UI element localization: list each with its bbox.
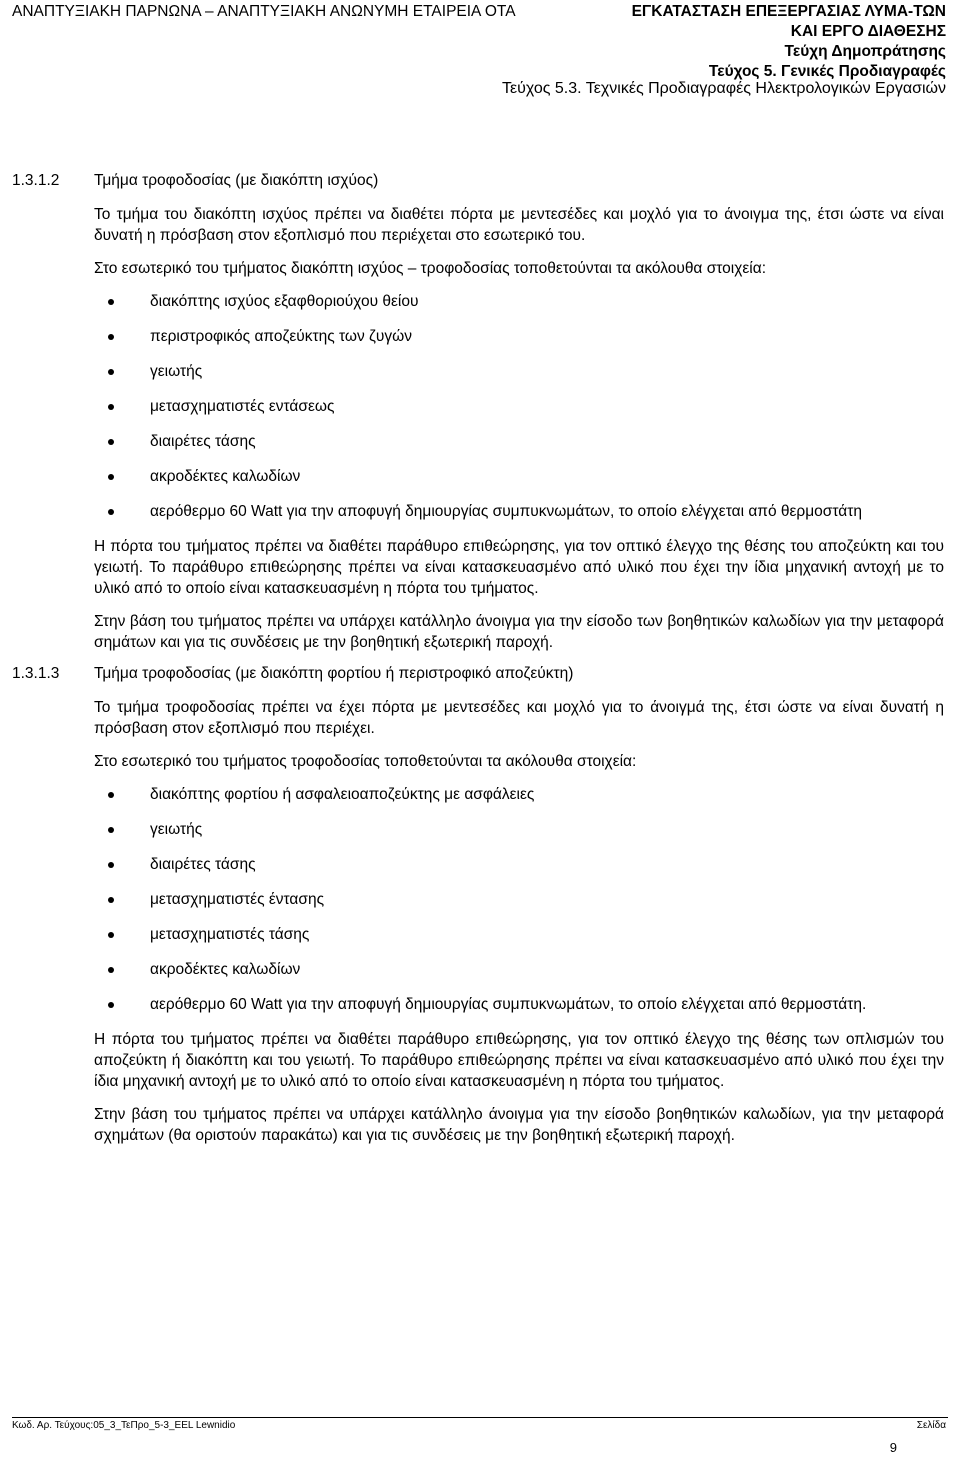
bullet-icon (108, 369, 114, 375)
document-subtitle: Τεύχος 5.3. Τεχνικές Προδιαγραφές Ηλεκτρολογικών Εργασιών (501, 80, 946, 97)
bullet-icon (108, 509, 114, 515)
section-heading (0, 665, 960, 689)
bullet-icon (108, 474, 114, 480)
list-item (0, 291, 945, 312)
list-item-text: γειωτής (150, 363, 203, 380)
bullet-icon (108, 827, 114, 833)
list-item-text: αερόθερμο 60 Watt για την αποφυγή δημιουργίας συμπυκνωμάτων, το οποίο ελέγχεται από θερμοστάτη. (150, 996, 867, 1013)
header-project (616, 2, 946, 82)
list-item (0, 431, 945, 452)
list-item (0, 889, 945, 910)
section-title: Τμήμα τροφοδοσίας (με διακόπτη ισχύος) (94, 172, 379, 189)
bullet-icon (108, 932, 114, 938)
bullet-icon (108, 967, 114, 973)
list-item (0, 819, 945, 840)
list-item (0, 959, 945, 980)
header-volume: Τεύχος 5. Γενικές Προδιαγραφές (708, 63, 946, 80)
section-number: 1.3.1.3 (12, 665, 60, 682)
header-volume-set: Τεύχη Δημοπράτησης (784, 43, 946, 60)
list-item (0, 396, 945, 417)
document-body (0, 172, 960, 1158)
bullet-icon (108, 897, 114, 903)
list-item (0, 361, 945, 382)
bullet-icon (108, 1002, 114, 1008)
list-item-text: αερόθερμο 60 Watt για την αποφυγή δημιουργίας συμπυκνωμάτων, το οποίο ελέγχεται από θερμοστάτη (150, 503, 862, 520)
list-item-text: διακόπτης φορτίου ή ασφαλειοαποζεύκτης με ασφάλειες (150, 786, 535, 803)
list-item-text: διαιρέτες τάσης (150, 433, 256, 450)
list-item-text: μετασχηματιστές τάσης (150, 926, 310, 943)
paragraph: Η πόρτα του τμήματος πρέπει να διαθέτει παράθυρο επιθεώρησης, για τον οπτικό έλεγχο της θέσης του αποζεύκτη και του γειωτή. Το παράθυρο επιθεώρησης πρέπει να είναι κατασκευασμένο από υλικό που έχει την ίδια μηχανική αντοχή με το υλικό από το οποίο είναι κατασκευασμένη η πόρτα του τμήματος. (94, 538, 944, 597)
list-item (0, 994, 945, 1015)
paragraph: Στο εσωτερικό του τμήματος διακόπτη ισχύος – τροφοδοσίας τοποθετούνται τα ακόλουθα στοιχεία: (94, 260, 766, 277)
bullet-list (0, 291, 960, 522)
bullet-icon (108, 299, 114, 305)
bullet-icon (108, 404, 114, 410)
list-item-text: μετασχηματιστές εντάσεως (150, 398, 335, 415)
paragraph: Στην βάση του τμήματος πρέπει να υπάρχει κατάλληλο άνοιγμα για την είσοδο βοηθητικών καλωδίων, για την μεταφορά σχημάτων (θα οριστούν παρακάτω) και για τις συνδέσεις με την βοηθητική εξωτερική παροχή. (94, 1106, 944, 1144)
list-item-text: διακόπτης ισχύος εξαφθοριούχου θείου (150, 293, 419, 310)
paragraph: Η πόρτα του τμήματος πρέπει να διαθέτει παράθυρο επιθεώρησης, για τον οπτικό έλεγχο της θέσης των οπλισμών του αποζεύκτη ή διακόπτη και του γειωτή. Το παράθυρο επιθεώρησης πρέπει να είναι κατασκευασμένο από υλικό που έχει την ίδια μηχανική αντοχή με το υλικό από το οποίο είναι κατασκευασμένη η πόρτα του τμήματος. (94, 1031, 944, 1090)
bullet-icon (108, 792, 114, 798)
section-heading (0, 172, 960, 196)
header-organization: ΑΝΑΠΤΥΞΙΑΚΗ ΠΑΡΝΩΝΑ – ΑΝΑΠΤΥΞΙΑΚΗ ΑΝΩΝΥΜΗ ΕΤΑΙΡΕΙΑ ΟΤΑ (12, 3, 516, 20)
list-item (0, 784, 945, 805)
list-item (0, 854, 945, 875)
page-number: 9 (889, 1440, 897, 1455)
footer-document-code: Κωδ. Αρ. Τεύχους:05_3_ΤεΠρο_5-3_EEL Lewnidio (12, 1420, 236, 1431)
bullet-icon (108, 862, 114, 868)
list-item-text: ακροδέκτες καλωδίων (150, 961, 301, 978)
paragraph: Το τμήμα τροφοδοσίας πρέπει να έχει πόρτα με μεντεσέδες και μοχλό για το άνοιγμά της, έτσι ώστε να είναι δυνατή η πρόσβαση στον εξοπλισμό που περιέχει. (94, 699, 944, 737)
footer-page-label: Σελίδα (916, 1420, 946, 1431)
paragraph: Το τμήμα του διακόπτη ισχύος πρέπει να διαθέτει πόρτα με μεντεσέδες και μοχλό για το άνοιγμα της, έτσι ώστε να είναι δυνατή η πρόσβαση στον εξοπλισμό που περιέχεται στο εσωτερικό του. (94, 206, 944, 244)
list-item-text: γειωτής (150, 821, 203, 838)
paragraph: Στο εσωτερικό του τμήματος τροφοδοσίας τοποθετούνται τα ακόλουθα στοιχεία: (94, 753, 637, 770)
bullet-icon (108, 439, 114, 445)
bullet-list (0, 784, 960, 1015)
section-title: Τμήμα τροφοδοσίας (με διακόπτη φορτίου ή περιστροφικό αποζεύκτη) (94, 665, 574, 682)
header-project-title: ΕΓΚΑΤΑΣΤΑΣΗ ΕΠΕΞΕΡΓΑΣΙΑΣ ΛΥΜΑ-ΤΩΝ ΚΑΙ ΕΡΓΟ ΔΙΑΘΕΣΗΣ (631, 3, 946, 40)
list-item (0, 466, 945, 487)
bullet-icon (108, 334, 114, 340)
list-item (0, 924, 945, 945)
list-item-text: διαιρέτες τάσης (150, 856, 256, 873)
footer-divider (12, 1417, 948, 1418)
paragraph: Στην βάση του τμήματος πρέπει να υπάρχει κατάλληλο άνοιγμα για την είσοδο των βοηθητικών καλωδίων για την μεταφορά σημάτων και για τις συνδέσεις με την βοηθητική εξωτερική παροχή. (94, 613, 944, 651)
list-item (0, 501, 945, 522)
list-item-text: μετασχηματιστές έντασης (150, 891, 325, 908)
list-item-text: περιστροφικός αποζεύκτης των ζυγών (150, 328, 412, 345)
section-number: 1.3.1.2 (12, 172, 60, 189)
list-item (0, 326, 945, 347)
list-item-text: ακροδέκτες καλωδίων (150, 468, 301, 485)
